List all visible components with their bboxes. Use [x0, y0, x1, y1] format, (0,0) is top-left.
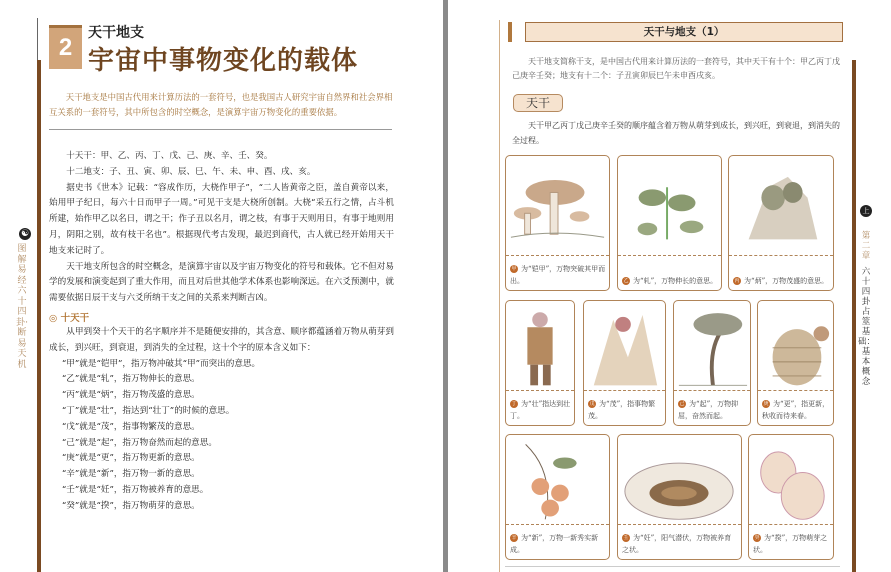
illustration-card-2 — [617, 155, 722, 291]
stem-badge: 丙 — [734, 278, 740, 284]
illustration — [618, 435, 741, 525]
caption-text: 为“茂”，指事物繁茂。 — [588, 400, 656, 420]
paragraph: 天干地支所包含的时空概念，是演算宇宙以及宇宙万物变化的符号和载体。它不但对易学的发展和演变起到了重大作用，而且对后世其他学术体系也影响深远。在六爻预测中，就需要依据日辰干支与六爻所纳干支之间的关系来判断吉凶。 — [49, 261, 394, 304]
illustration-card-9 — [617, 434, 742, 560]
card-caption — [762, 398, 830, 422]
side-chapter-label — [858, 205, 874, 387]
caption-text: 为“妊”，阳气潜伏，万物被养育之状。 — [622, 534, 732, 554]
card-caption — [510, 532, 606, 556]
stem-badge: 癸 — [754, 535, 760, 541]
page-gutter — [443, 0, 448, 572]
paragraph: 十天干：甲、乙、丙、丁、戊、己、庚、辛、壬、癸。 — [66, 151, 273, 161]
tiangan-label: 天干 — [513, 94, 563, 112]
card-caption — [510, 263, 606, 287]
illustration-card-3 — [728, 155, 834, 291]
side-label: 图解易经六十四卦·断易天机 — [16, 244, 28, 370]
stem-badge: 壬 — [623, 535, 629, 541]
illustration-card-7 — [757, 300, 834, 426]
illustration — [749, 435, 833, 525]
chapter-subtitle: 天干地支 — [88, 25, 144, 41]
divider-line — [49, 129, 392, 130]
card-caption — [588, 398, 662, 422]
illustration-card-10 — [748, 434, 834, 560]
meaning-item: “甲”就是“铠甲”，指万物冲破其“甲”而突出的意思。 — [61, 358, 261, 369]
card-caption — [510, 398, 571, 422]
illustration — [584, 301, 665, 391]
caption-text: 为“铠甲”，万物突破其甲而出。 — [510, 265, 606, 285]
illustration-card-6 — [673, 300, 751, 426]
illustration — [758, 301, 833, 391]
page-edge-bar — [852, 60, 856, 572]
card-caption — [622, 275, 718, 287]
box-title: 天干与地支（1） — [525, 22, 843, 42]
illustration — [506, 301, 574, 391]
illustration-card-5 — [583, 300, 666, 426]
caption-text: 为“壮”指达到壮丁。 — [510, 400, 571, 420]
stem-badge: 戊 — [589, 401, 595, 407]
meaning-item: “丁”就是“壮”，指达到“壮丁”的时候的意思。 — [61, 405, 235, 416]
stem-badge: 乙 — [623, 278, 629, 284]
illustration — [618, 156, 721, 256]
meaning-item: “戊”就是“茂”，指事物繁茂的意思。 — [61, 421, 200, 432]
illustration — [729, 156, 833, 256]
part-badge: 上篇 — [860, 205, 872, 217]
illustration — [674, 301, 750, 391]
stem-badge: 己 — [679, 401, 685, 407]
card-caption — [753, 532, 830, 556]
caption-text: 为“炳”，万物茂盛的意思。 — [744, 277, 829, 285]
panel-marker — [508, 22, 512, 42]
card-caption — [622, 532, 738, 556]
page-rule — [37, 18, 38, 60]
caption-text: 为“起”，万物抑屈，奋然而起。 — [678, 400, 739, 420]
caption-text: 为“轧”，万物伸长的意思。 — [633, 277, 718, 285]
card-caption — [678, 398, 747, 422]
lead-paragraph: 天干地支是中国古代用来计算历法的一套符号，也是我国古人研究宇宙自然界和社会界相互关系的一套符号，其中所包含的时空概念，是演算宇宙万物变化的重要依据。 — [49, 92, 393, 117]
meaning-item: “庚”就是“更”，指万物更新的意思。 — [61, 453, 200, 464]
chapter-title: 宇宙中事物变化的载体 — [88, 46, 359, 76]
paragraph: 从甲到癸十个天干的名字顺序并不是随便安排的，其含意、顺序都蕴涵着万物从萌芽到成长，到兴旺，到衰退，到消失的全过程，这十个字的原本含义如下： — [49, 326, 394, 353]
stem-badge: 甲 — [511, 266, 517, 272]
intro-text: 天干地支简称干支，是中国古代用来计算历法的一套符号，其中天干有十个：甲乙丙丁戊己庚辛壬癸；地支有十二个：子丑寅卯辰巳午未申酉戌亥。 — [512, 57, 840, 80]
chapter-label: 第二章 — [861, 231, 871, 261]
meaning-item: “壬”就是“妊”，指万物被养育的意思。 — [61, 484, 209, 495]
illustration — [506, 435, 609, 525]
caption-text: 为“揆”，万物萌芽之状。 — [753, 534, 828, 554]
paragraph: 十二地支：子、丑、寅、卯、辰、巳、午、未、申、酉、戌、亥。 — [66, 166, 316, 177]
page-edge-bar — [37, 60, 41, 572]
caption-text: 为“新”，万物一新秀实新成。 — [510, 534, 599, 554]
chapter-title-vertical: 六十四卦占筮基础：基本概念 — [858, 267, 876, 387]
meaning-item: “癸”就是“揆”，指万物萌芽的意思。 — [61, 500, 200, 511]
stem-badge: 辛 — [511, 535, 517, 541]
illustration-card-4 — [505, 300, 575, 426]
bottom-rule — [505, 566, 840, 567]
chapter-number: 2 — [49, 25, 82, 69]
meaning-item: “丙”就是“炳”，指万物茂盛的意思。 — [61, 390, 200, 401]
section-heading: ◎ 十天干 — [49, 312, 90, 324]
meaning-item: “己”就是“起”，指万物奋然而起的意思。 — [61, 437, 217, 448]
yinyang-icon: ☯ — [20, 229, 30, 239]
paragraph: 据史书《世本》记载：“容成作历，大桡作甲子”，“二人皆黄帝之臣，盖自黄帝以来，始用甲子纪日，每六十日而甲子一周。”可见干支是大桡所创制。大桡“采五行之情，占斗机所建，始作甲乙以名日，谓之干；作子丑以名月，谓之枝，有事于天则用日，有事于地则用月，阴阳之别，故有枝干名也”。根据现代考古发现，最迟到商代，古人就已经开始用天干地支来记时了。 — [49, 182, 394, 256]
card-caption — [733, 275, 830, 287]
caption-text: 为“更”，指更新，秋收而待来春。 — [762, 400, 830, 420]
stem-badge: 丁 — [511, 401, 517, 407]
body-text — [49, 149, 394, 515]
illustration-card-1 — [505, 155, 610, 291]
meaning-item: “乙”就是“轧”，指万物伸长的意思。 — [61, 374, 200, 385]
meaning-item: “辛”就是“新”，指万物一新的意思。 — [61, 469, 200, 480]
tiangan-text: 天干甲乙丙丁戊己庚辛壬癸的顺序蕴含着万物从萌芽到成长，到兴旺，到衰退，到消失的全过程。 — [512, 121, 840, 145]
illustration — [506, 156, 609, 256]
illustration-card-8 — [505, 434, 610, 560]
stem-badge: 庚 — [763, 401, 769, 407]
